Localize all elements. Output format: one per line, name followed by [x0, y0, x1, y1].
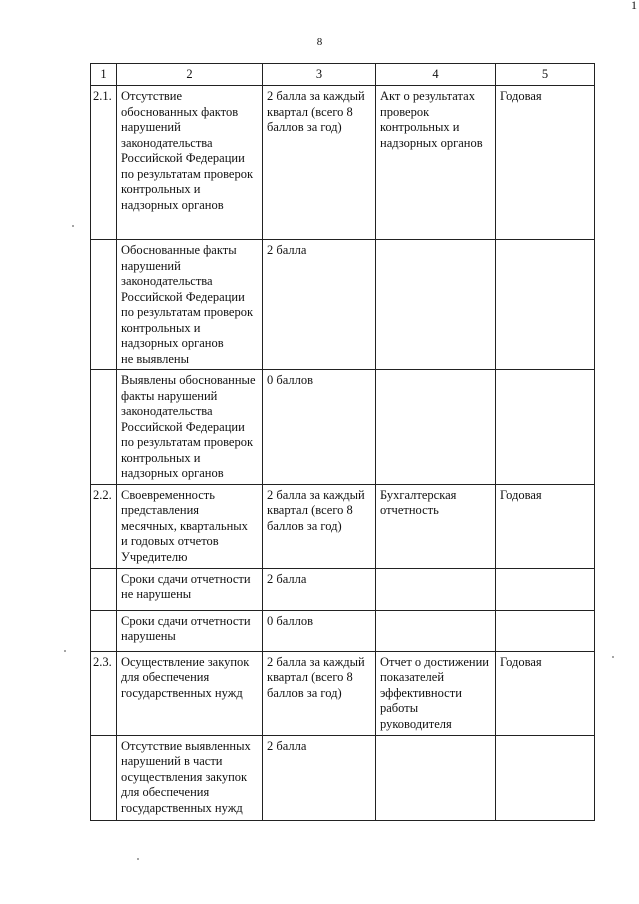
criterion-cell: Осуществление закупок для обеспечения государственных нужд — [117, 651, 263, 735]
scan-speck — [72, 225, 74, 227]
page-number: 8 — [316, 36, 323, 48]
scan-speck — [137, 858, 139, 860]
score-cell: 0 баллов — [263, 610, 376, 651]
row-number-cell: 2.1. — [91, 86, 117, 240]
row-number-cell: 2.2. — [91, 484, 117, 568]
criteria-table — [90, 63, 595, 821]
source-cell — [376, 610, 496, 651]
period-cell — [496, 370, 595, 485]
score-cell: 2 балла — [263, 735, 376, 820]
row-number-cell — [91, 568, 117, 610]
table-row — [91, 610, 595, 651]
row-number-cell — [91, 240, 117, 370]
period-cell — [496, 240, 595, 370]
period-cell: Годовая — [496, 651, 595, 735]
scan-speck — [64, 650, 66, 652]
row-number-cell — [91, 610, 117, 651]
header-cell-4: 4 — [376, 64, 496, 86]
criterion-cell: Своевременность представления месячных, квартальных и годовых отчетов Учредителю — [117, 484, 263, 568]
source-cell — [376, 240, 496, 370]
score-cell: 2 балла за каждый квартал (всего 8 баллов за год) — [263, 651, 376, 735]
period-cell — [496, 735, 595, 820]
header-cell-2: 2 — [117, 64, 263, 86]
row-number-cell: 2.3. — [91, 651, 117, 735]
criterion-cell: Обоснованные факты нарушений законодательства Российской Федерации по результатам проверок контрольных и надзорных органов не выявлены — [117, 240, 263, 370]
score-cell: 2 балла за каждый квартал (всего 8 баллов за год) — [263, 484, 376, 568]
period-cell: Годовая — [496, 86, 595, 240]
source-cell: Отчет о достижении показателей эффективности работы руководителя — [376, 651, 496, 735]
period-cell: Годовая — [496, 484, 595, 568]
table-row — [91, 370, 595, 485]
criterion-cell: Отсутствие обоснованных фактов нарушений законодательства Российской Федерации по результатам проверок контрольных и надзорных органов — [117, 86, 263, 240]
table-header-row — [91, 64, 595, 86]
table-row — [91, 651, 595, 735]
header-cell-1: 1 — [91, 64, 117, 86]
source-cell — [376, 568, 496, 610]
row-number-cell — [91, 735, 117, 820]
corner-mark: 1 — [631, 0, 637, 12]
score-cell: 0 баллов — [263, 370, 376, 485]
criterion-cell: Сроки сдачи отчетности нарушены — [117, 610, 263, 651]
table-row — [91, 86, 595, 240]
table-row — [91, 240, 595, 370]
source-cell — [376, 370, 496, 485]
source-cell — [376, 735, 496, 820]
criterion-cell: Отсутствие выявленных нарушений в части осуществления закупок для обеспечения государственных нужд — [117, 735, 263, 820]
criterion-cell: Выявлены обоснованные факты нарушений законодательства Российской Федерации по результатам проверок контрольных и надзорных органов — [117, 370, 263, 485]
header-cell-5: 5 — [496, 64, 595, 86]
period-cell — [496, 568, 595, 610]
criterion-cell: Сроки сдачи отчетности не нарушены — [117, 568, 263, 610]
score-cell: 2 балла — [263, 240, 376, 370]
score-cell: 2 балла за каждый квартал (всего 8 баллов за год) — [263, 86, 376, 240]
source-cell: Бухгалтерская отчетность — [376, 484, 496, 568]
source-cell: Акт о результатах проверок контрольных и надзорных органов — [376, 86, 496, 240]
table-row — [91, 735, 595, 820]
table-row — [91, 484, 595, 568]
table-row — [91, 568, 595, 610]
header-cell-3: 3 — [263, 64, 376, 86]
scan-speck — [612, 656, 614, 658]
period-cell — [496, 610, 595, 651]
row-number-cell — [91, 370, 117, 485]
score-cell: 2 балла — [263, 568, 376, 610]
